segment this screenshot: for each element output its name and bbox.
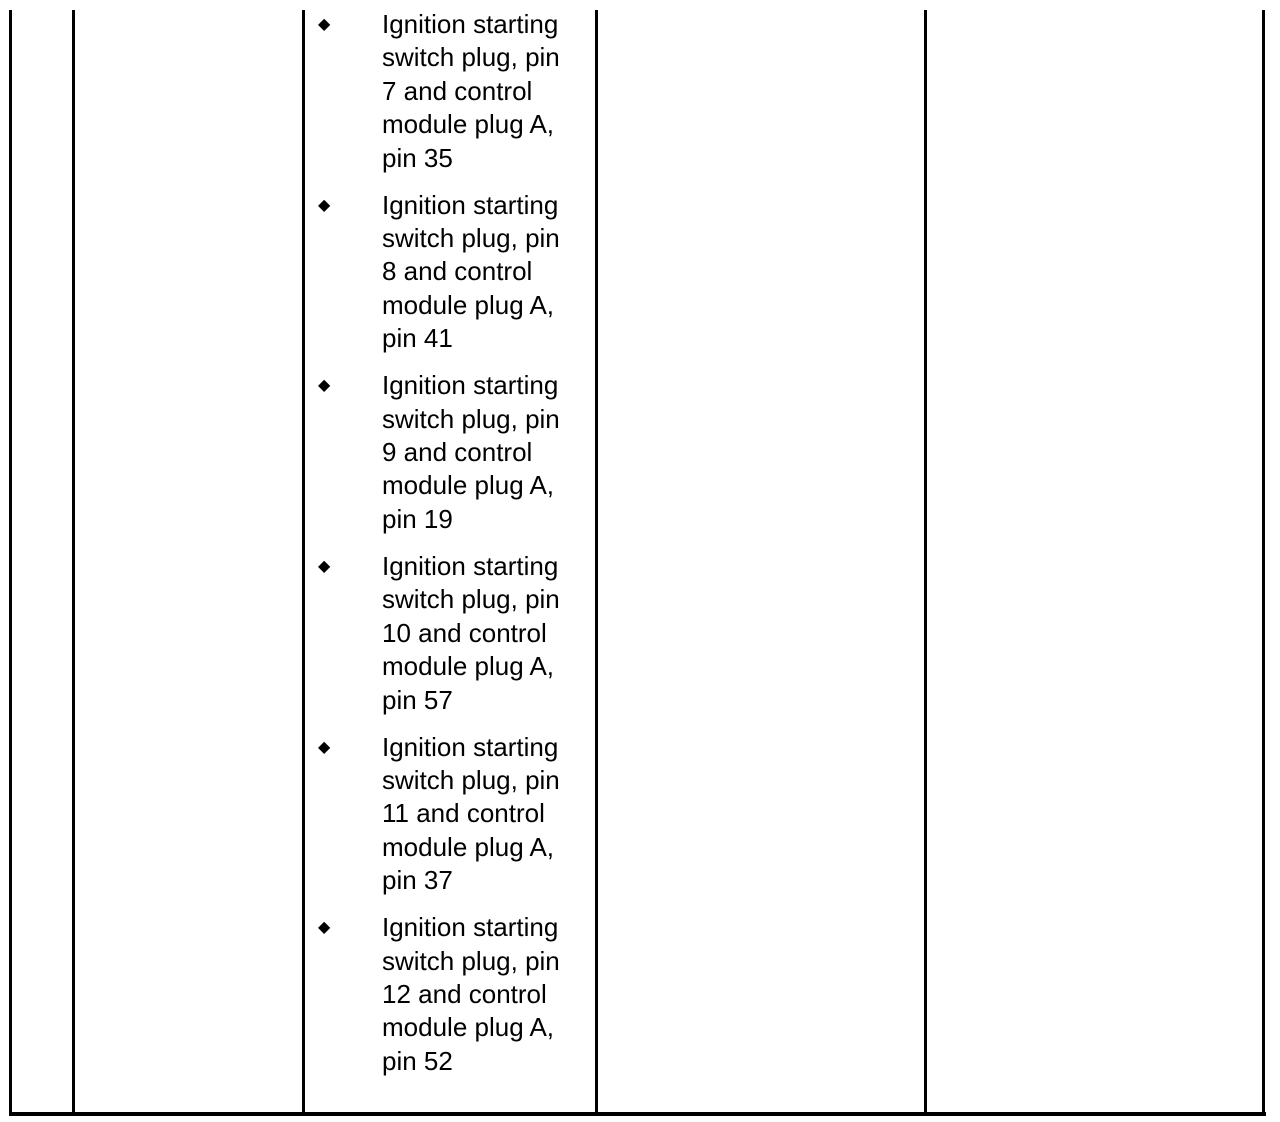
diamond-bullet-icon: ◆	[318, 16, 331, 33]
diamond-bullet-icon: ◆	[318, 196, 331, 214]
table-border-left	[9, 10, 12, 1116]
table-border-bottom	[9, 1112, 1266, 1116]
list-item	[312, 189, 592, 356]
column-divider-4	[924, 10, 927, 1116]
column-divider-1	[72, 10, 75, 1116]
table-border-right	[1262, 10, 1265, 1116]
list-item	[312, 731, 592, 898]
list-item-text: Ignition starting switch plug, pin 12 and control module plug A, pin 52	[382, 912, 560, 1076]
column-divider-2	[302, 10, 305, 1116]
list-item	[312, 550, 592, 717]
list-item-text: Ignition starting switch plug, pin 11 and control module plug A, pin 37	[382, 731, 560, 896]
list-item-text: Ignition starting switch plug, pin 9 and control module plug A, pin 19	[382, 370, 560, 534]
diamond-bullet-icon: ◆	[318, 377, 331, 395]
list-item-text: Ignition starting switch plug, pin 10 and control module plug A, pin 57	[382, 550, 560, 715]
list-item-text: Ignition starting switch plug, pin 8 and control module plug A, pin 41	[382, 189, 560, 354]
diamond-bullet-icon: ◆	[318, 738, 331, 756]
column-divider-3	[595, 10, 598, 1116]
connection-check-list	[312, 8, 592, 1092]
list-item	[312, 8, 592, 175]
diamond-bullet-icon: ◆	[318, 919, 331, 937]
diamond-bullet-icon: ◆	[318, 557, 331, 575]
list-item	[312, 911, 592, 1078]
list-item-text: Ignition starting switch plug, pin 7 and control module plug A, pin 35	[382, 9, 560, 173]
list-item	[312, 369, 592, 536]
